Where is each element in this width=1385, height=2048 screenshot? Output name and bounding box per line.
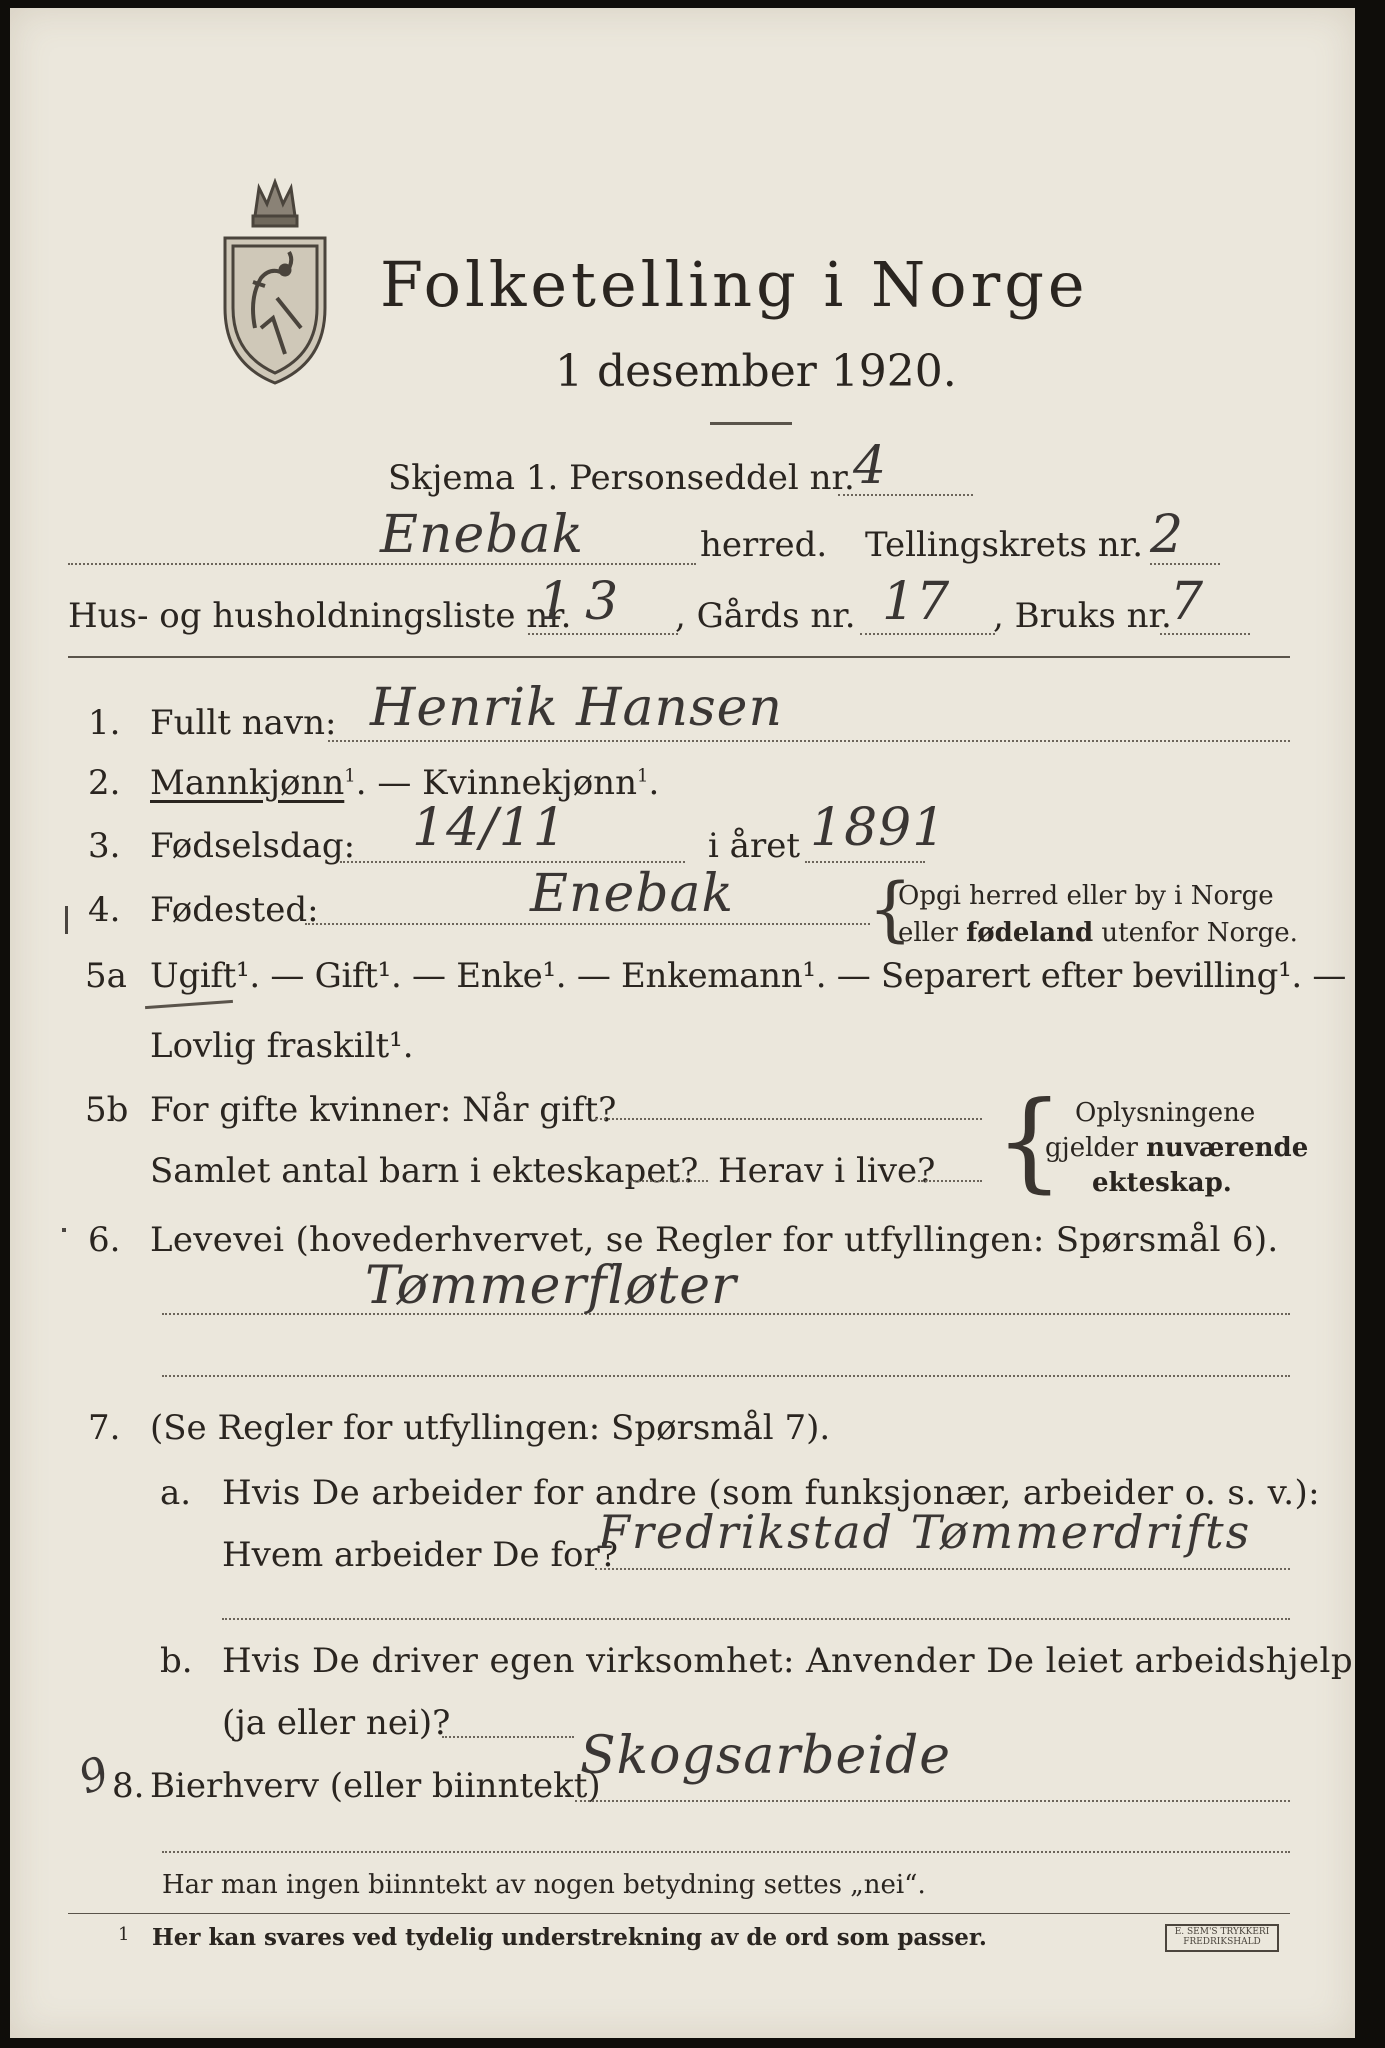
q5b-note-line1: Oplysningene — [1075, 1098, 1256, 1128]
q5b-number: 5b — [85, 1090, 129, 1130]
husholdningsliste-field-line — [528, 633, 678, 635]
q2-options — [150, 763, 659, 803]
birth-date-value: 14/11 — [412, 798, 567, 858]
printer-stamp: E. SEM'S TRYKKERI FREDRIKSHALD — [1165, 1924, 1279, 1952]
margin-handwritten-mark: 9 — [72, 1746, 117, 1805]
norwegian-coat-of-arms-icon — [215, 178, 335, 393]
q3-number: 3. — [88, 826, 121, 866]
gender-female-option: . — Kvinnekjønn — [355, 763, 637, 803]
q5b-children-field-line — [630, 1180, 708, 1182]
husholdningsliste-label: Hus- og husholdningsliste nr. — [68, 596, 572, 636]
q2-footnote-sup: 1 — [344, 765, 356, 787]
q5b-children-label: Samlet antal barn i ekteskapet? — [150, 1151, 699, 1191]
occupation-label: Levevei (hovederhvervet, se Regler for utfyllingen: Spørsmål 6). — [150, 1220, 1279, 1260]
q5b-note-line3: ekteskap. — [1092, 1168, 1232, 1198]
side-income-field-line-2 — [162, 1851, 1290, 1853]
employer-field-line — [595, 1568, 1290, 1570]
q7a-line1: Hvis De arbeider for andre (som funksjonær, arbeider o. s. v.): — [222, 1473, 1320, 1513]
q3-field-line — [340, 861, 685, 863]
q5b-alive-field-line — [918, 1180, 982, 1182]
q5b-note-bold: nuværende — [1146, 1133, 1309, 1163]
q5b-line1: For gifte kvinner: Når gift? — [150, 1090, 617, 1130]
employer-field-line-2 — [222, 1618, 1290, 1620]
q4-note-bold: fødeland — [966, 918, 1094, 948]
margin-dot-mark — [62, 1228, 66, 1232]
gards-value: 17 — [882, 572, 951, 632]
q1-field-line — [328, 740, 1290, 742]
q4-label: Fødested: — [150, 890, 319, 930]
birth-year-value: 1891 — [810, 798, 947, 858]
marital-status-line2: Lovlig fraskilt¹. — [150, 1026, 414, 1066]
census-form-page — [10, 8, 1355, 2038]
tellingskrets-label: Tellingskrets nr. — [865, 525, 1144, 565]
q2-footnote-sup-2: 1 — [636, 765, 649, 787]
q5a-number: 5a — [85, 956, 127, 996]
tellingskrets-value: 2 — [1150, 505, 1185, 565]
full-name-value: Henrik Hansen — [370, 678, 783, 738]
q7b-line1: Hvis De driver egen virksomhet: Anvender De leiet arbeidshjelp — [222, 1641, 1353, 1681]
q5b-note-line2 — [1045, 1133, 1308, 1163]
q5b-brace: { — [995, 1079, 1064, 1204]
q7b-number: b. — [160, 1641, 193, 1681]
q2-number: 2. — [88, 763, 121, 803]
occupation-field-line-2 — [162, 1375, 1290, 1377]
herred-label: herred. — [700, 525, 828, 565]
q7-number: 7. — [88, 1408, 121, 1448]
q7b-line2: (ja eller nei)? — [222, 1703, 451, 1743]
side-income-field-line — [575, 1800, 1290, 1802]
q3-label: Fødselsdag: — [150, 826, 356, 866]
q4-note-text-a: eller — [898, 918, 967, 948]
census-date: 1 desember 1920. — [555, 346, 957, 397]
gender-male-underlined: Mannkjønn — [150, 763, 345, 803]
q4-note-line1: Opgi herred eller by i Norge — [898, 881, 1274, 911]
side-income-value: Skogsarbeide — [580, 1726, 952, 1786]
q5b-note-text: gjelder — [1045, 1133, 1147, 1163]
q7a-line2: Hvem arbeider De for? — [222, 1535, 618, 1575]
birth-year-field-line — [805, 861, 925, 863]
gards-field-line — [860, 633, 995, 635]
side-income-label: Bierhverv (eller biinntekt) — [150, 1766, 601, 1806]
birthplace-value: Enebak — [530, 864, 735, 924]
title-divider — [710, 422, 792, 425]
q1-number: 1. — [88, 703, 121, 743]
footnote-text: Her kan svares ved tydelig understrekning av de ord som passer. — [152, 1924, 987, 1951]
bruks-value: 7 — [1170, 572, 1205, 632]
no-income-note: Har man ingen biinntekt av nogen betydning settes „nei“. — [162, 1870, 926, 1900]
personseddel-number-value: 4 — [853, 436, 888, 496]
marital-status-options: Ugift¹. — Gift¹. — Enke¹. — Enkemann¹. — Separert efter bevilling¹. — — [150, 956, 1347, 996]
form-title: Folketelling i Norge — [380, 248, 1089, 321]
ugift-underline — [145, 1000, 233, 1009]
q4-number: 4. — [88, 890, 121, 930]
employer-value: Fredrikstad Tømmerdrifts — [598, 1505, 1252, 1559]
q1-label: Fullt navn: — [150, 703, 337, 743]
margin-tick-mark — [65, 906, 68, 934]
q7-label: (Se Regler for utfyllingen: Spørsmål 7). — [150, 1408, 831, 1448]
q7a-number: a. — [160, 1473, 192, 1513]
q5b-alive-label: Herav i live? — [718, 1151, 936, 1191]
q4-note-line2 — [898, 918, 1298, 948]
gards-label: , Gårds nr. — [675, 596, 856, 636]
header-divider — [68, 656, 1290, 658]
q6-number: 6. — [88, 1220, 121, 1260]
bruks-label: , Bruks nr. — [993, 596, 1172, 636]
skjema-label: Skjema 1. Personseddel nr. — [388, 458, 855, 498]
husholdningsliste-value: 13 — [538, 572, 633, 632]
bruks-field-line — [1160, 633, 1250, 635]
footer-divider — [68, 1913, 1290, 1914]
occupation-value: Tømmerfløter — [365, 1256, 737, 1316]
birth-year-label: i året — [708, 826, 800, 866]
q5b-married-field-line — [595, 1118, 982, 1120]
footnote-number: 1 — [118, 1924, 130, 1945]
q4-brace: { — [868, 868, 913, 950]
herred-value: Enebak — [380, 505, 585, 565]
q4-note-text-c: utenfor Norge. — [1093, 918, 1298, 948]
hired-help-field-line — [442, 1736, 574, 1738]
q8-number: 8. — [112, 1766, 145, 1806]
q2-end: . — [648, 763, 660, 803]
